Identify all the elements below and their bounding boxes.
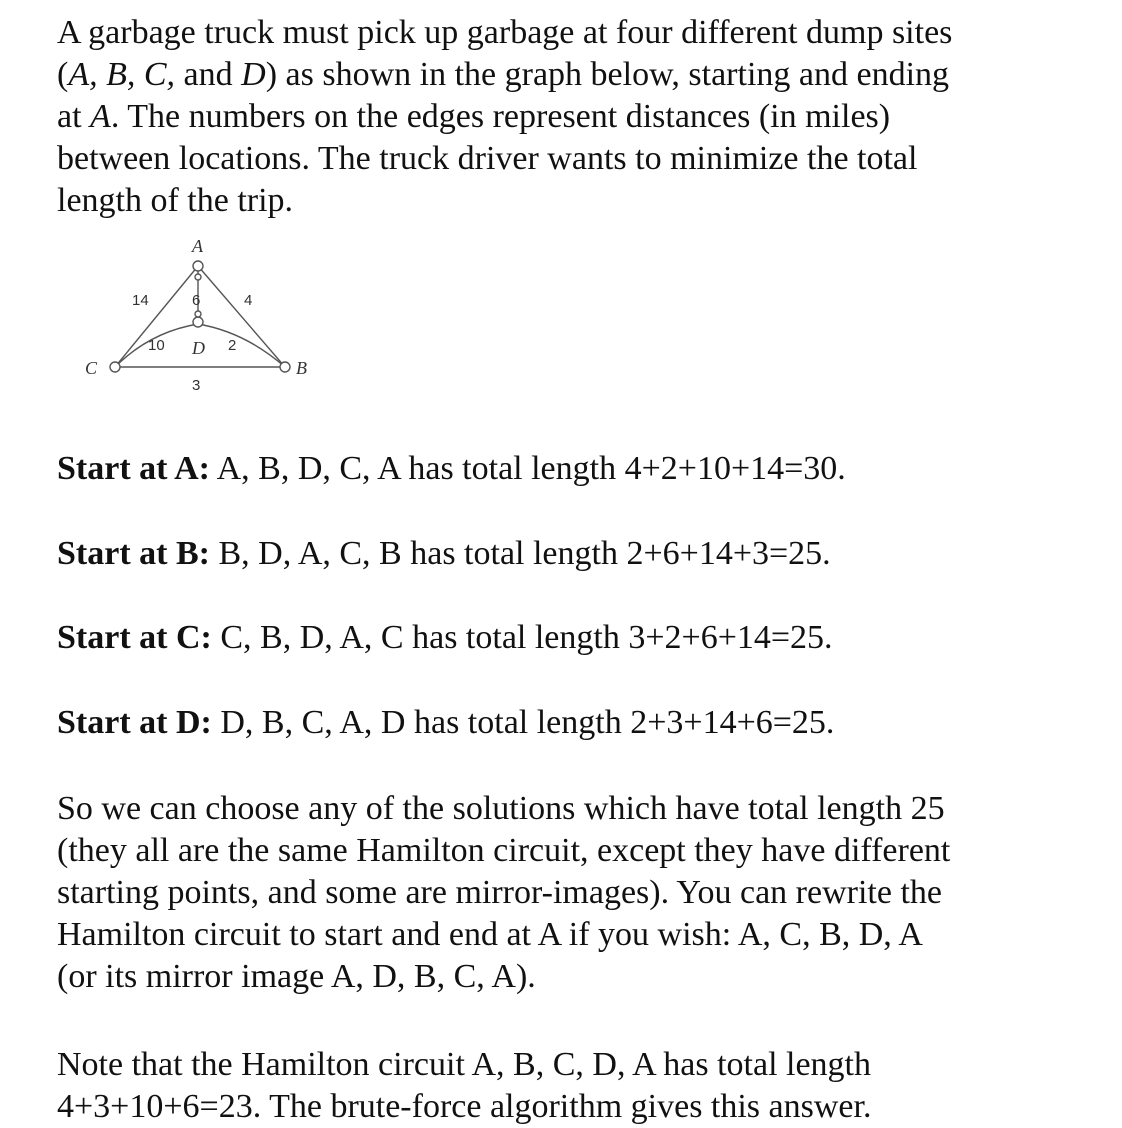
problem-statement: [57, 12, 1067, 222]
edge-d-b: [198, 324, 285, 367]
solution-label: Start at D:: [57, 704, 212, 741]
node-marker-a: [195, 274, 201, 280]
weighted-graph-diagram: [80, 232, 330, 402]
solution-start-b: [57, 533, 831, 575]
conclusion-line-2: (they all are the same Hamilton circuit, except they have different: [57, 832, 951, 869]
node-label-a: A: [192, 236, 203, 256]
intro-line-5: length of the trip.: [57, 182, 294, 219]
solution-text: C, B, D, A, C has total length 3+2+6+14=25.: [211, 619, 833, 656]
intro-vars: A, B, C,: [68, 56, 176, 93]
intro-and: and: [175, 56, 242, 93]
node-marker-d: [195, 311, 201, 317]
intro-at: at: [57, 98, 91, 135]
solution-text: A, B, D, C, A has total length 4+2+10+14=30.: [209, 450, 846, 487]
conclusion-line-5: (or its mirror image A, D, B, C, A).: [57, 958, 536, 995]
conclusion-line-3: starting points, and some are mirror-images). You can rewrite the: [57, 874, 942, 911]
node-label-b: B: [296, 358, 307, 378]
note-line-2: 4+3+10+6=23. The brute-force algorithm gives this answer.: [57, 1088, 872, 1125]
solution-start-d: [57, 702, 834, 744]
solution-label: Start at B:: [57, 535, 210, 572]
conclusion-line-1: So we can choose any of the solutions which have total length 25: [57, 790, 945, 827]
node-label-c: C: [85, 358, 98, 378]
intro-var-a: A: [90, 98, 111, 135]
edge-label-c-d: 10: [148, 337, 165, 354]
node-c: [110, 362, 120, 372]
intro-var-d: D: [241, 56, 266, 93]
solution-label: Start at A:: [57, 450, 210, 487]
intro-line-4: between locations. The truck driver wants to minimize the total: [57, 140, 918, 177]
solution-label: Start at C:: [57, 619, 212, 656]
intro-paren: (: [57, 56, 69, 93]
edge-label-d-b: 2: [228, 337, 237, 354]
note-paragraph: [57, 1044, 1067, 1128]
edge-label-c-b: 3: [192, 377, 201, 394]
conclusion-paragraph: [57, 788, 1067, 998]
note-line-1: Note that the Hamilton circuit A, B, C, D, A has total length: [57, 1046, 872, 1083]
conclusion-line-4: Hamilton circuit to start and end at A if you wish: A, C, B, D, A: [57, 916, 923, 953]
edge-label-a-c: 14: [132, 292, 149, 309]
solution-text: B, D, A, C, B has total length 2+6+14+3=25.: [209, 535, 831, 572]
edge-a-b: [198, 266, 285, 367]
node-d: [193, 317, 203, 327]
intro-line-2-rest: ) as shown in the graph below, starting and ending: [265, 56, 950, 93]
node-a: [193, 261, 203, 271]
solution-start-a: [57, 448, 846, 490]
node-label-d: D: [192, 338, 205, 358]
edge-label-a-b: 4: [244, 292, 253, 309]
intro-line-3-rest: . The numbers on the edges represent distances (in miles): [110, 98, 891, 135]
solution-text: D, B, C, A, D has total length 2+3+14+6=25.: [211, 704, 835, 741]
edge-label-a-d: 6: [192, 292, 201, 309]
node-b: [280, 362, 290, 372]
intro-line-1: A garbage truck must pick up garbage at four different dump sites: [57, 14, 953, 51]
solution-start-c: [57, 617, 833, 659]
